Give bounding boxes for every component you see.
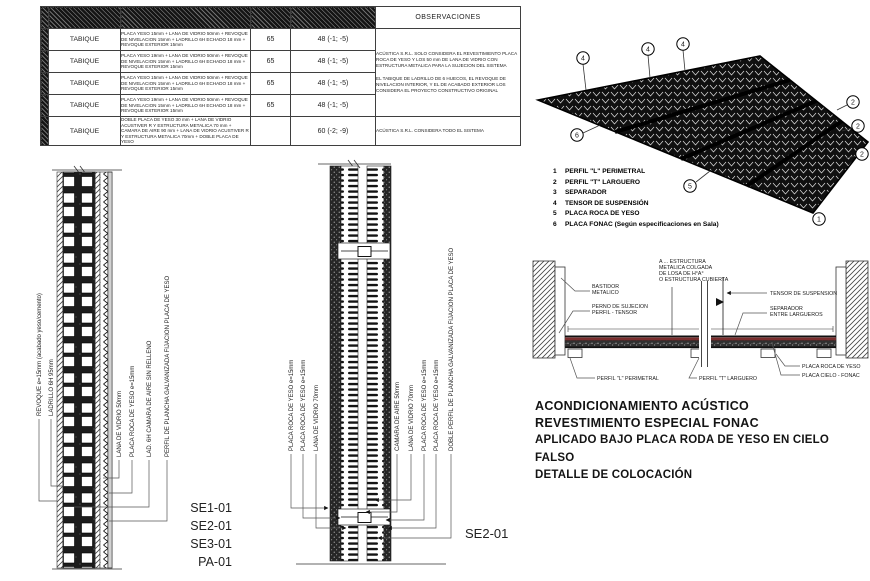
- layer-label: REVOQUE e=15mm (acabado yeso/cemento): [37, 293, 43, 416]
- legend-number: 6: [553, 220, 557, 228]
- callout-6: [571, 129, 583, 141]
- bastidor-label: METALICO: [592, 290, 619, 296]
- title-line: ACONDICIONAMIENTO ACÚSTICO: [535, 399, 750, 413]
- placa-yeso-layer: [384, 166, 391, 561]
- observacion-paragraph: EL TABIQUE DE LADRILLO DE 6 HUECOS, EL REVOQUE DE NIVELACION INTERIOR, Y EL DE ACABADO EXTERIOR LOS CONSIDERA EL PROYECTO CONSTRUCTIVO ORIGINAL: [376, 76, 506, 93]
- structure-note: A ... ESTRUCTURA: [659, 259, 706, 265]
- legend-label: PERFIL "L" PERIMETRAL: [565, 168, 646, 175]
- layer-label: DOBLE PERFIL DE PLANCHA GALVANIZADA FIJACION PLACA DE YESO: [449, 247, 455, 451]
- title-line: REVESTIMIENTO ESPECIAL FONAC: [535, 416, 759, 430]
- detail-id: SE2-01: [190, 519, 232, 533]
- row-description: DOBLE PLACA DE YESO 30 mm + LANA DE VIDRIO ACUSTIVER R Y ESTRUCTURA METALICA 70 mm + CAMARA DE AIRE 90 mm + LANA DE VIDRIO ACUSTIVER R Y ESTRUCTURA METALICA 70mm + DOBLE PLACA DE YESO: [121, 117, 249, 145]
- row-hatch-cell: [41, 73, 49, 95]
- ceiling-section-detail: [513, 247, 870, 395]
- row-type: TABIQUE: [49, 29, 121, 51]
- stud-connector: [338, 243, 390, 259]
- wall-detail-2: [278, 156, 478, 580]
- row-rw-value: 48 (-1; -5): [291, 29, 376, 51]
- callout-4: [577, 52, 589, 64]
- svg-text:2: 2: [851, 99, 855, 107]
- header-hatch-cell: [49, 7, 121, 29]
- header-hatch-cell: [251, 7, 291, 29]
- layer-label: LADRILLO 6H 95mm: [49, 359, 55, 416]
- acoustic-spec-table: [40, 6, 521, 146]
- row-type: TABIQUE: [49, 51, 121, 73]
- row-description: PLACA YESO 15mm + LANA DE VIDRIO 50mm + REVOQUE DE NIVELACION 15mm + LADRILLO 6H ECHADO 18 mm + REVOQUE EXTERIOR 15mm: [121, 29, 251, 51]
- legend-item: [553, 220, 733, 231]
- layer-label: LAD. 6H CAMARA DE AIRE SIN RELLENO: [147, 340, 153, 457]
- table-row: [41, 117, 521, 146]
- ladrillo-layer: [63, 172, 95, 568]
- callout-2: [852, 120, 864, 132]
- structure-note: O ESTRUCTURA CUBIERTA: [659, 277, 729, 283]
- double-wall-layers: [330, 166, 391, 561]
- callout-2: [847, 96, 859, 108]
- legend-label: PLACA FONAC (Según especificaciones en Sala): [565, 220, 719, 228]
- row-type: TABIQUE: [49, 95, 121, 117]
- row-rw-value: 48 (-1; -5): [291, 51, 376, 73]
- layer-label: PLACA ROCA DE YESO e=15mm: [434, 359, 440, 451]
- structure-note: DE LOSA DE H°A°: [659, 271, 704, 277]
- callout-1: [813, 213, 825, 225]
- callout-4: [677, 38, 689, 50]
- layer-label: PLACA ROCA DE YESO e=15mm: [422, 359, 428, 451]
- observacion-paragraph: ACÚSTICA S.R.L. SOLO CONSIDERA EL REVESTIMIENTO PLACA ROCA DE YESO Y LOS 50 mm DE LANA DE VIDRIO CON ESTRUCTURA METALICA PARA LA SUJECION DEL SISTEMA: [376, 51, 517, 69]
- perfil-l-label: PERFIL "L" PERIMETRAL: [597, 376, 659, 382]
- row-type: TABIQUE: [49, 73, 121, 95]
- row-hatch-cell: [41, 117, 49, 146]
- table-header-row: [41, 7, 521, 29]
- layer-label: PLACA ROCA DE YESO e=15mm: [289, 359, 295, 451]
- layer-label: PERFIL DE PLANCHA GALVANIZADA FIJACION PLACA DE YESO: [165, 275, 171, 457]
- row-hatch-cell: [41, 51, 49, 73]
- header-hatch-cell: [291, 7, 376, 29]
- title-line: DETALLE DE COLOCACIÓN: [535, 469, 693, 481]
- legend-number: 1: [553, 168, 557, 175]
- svg-text:2: 2: [860, 151, 864, 159]
- legend-label: SEPARADOR: [565, 189, 607, 197]
- separador-label: SEPARADOR: [770, 306, 803, 312]
- legend-label: TENSOR DE SUSPENSIÓN: [565, 199, 649, 207]
- row-tl-value: 65: [251, 95, 291, 117]
- placa-yeso-layer: [330, 166, 341, 561]
- svg-text:4: 4: [581, 55, 585, 63]
- revoque-layer: [57, 172, 63, 568]
- legend-item: [553, 199, 733, 210]
- bastidor-label: BASTIDOR: [592, 284, 620, 290]
- legend-number: 3: [553, 189, 557, 197]
- svg-text:6: 6: [575, 132, 579, 140]
- row-hatch-cell: [41, 95, 49, 117]
- stud-connector: [338, 509, 390, 525]
- legend-number: 2: [553, 178, 557, 186]
- structure-note: METALICA COLGADA: [659, 265, 713, 271]
- svg-text:4: 4: [646, 46, 650, 54]
- svg-text:5: 5: [688, 183, 692, 191]
- perfil-t-label: PERFIL "T" LARGUERO: [699, 376, 758, 382]
- wall-layers: [57, 172, 112, 568]
- row-description: PLACA YESO 19mm + LANA DE VIDRIO 50mm + REVOQUE DE NIVELACION 15mm + LADRILLO 6H ECHADO 18 mm + REVOQUE EXTERIOR 15mm: [121, 95, 251, 117]
- row-type: TABIQUE: [49, 117, 121, 146]
- svg-text:1: 1: [817, 216, 821, 224]
- detail-id: PA-01: [198, 555, 232, 569]
- detail-id: SE3-01: [190, 537, 232, 551]
- observaciones-header: OBSERVACIONES: [376, 7, 521, 29]
- row-tl-value: [251, 117, 291, 146]
- legend-number: 4: [553, 199, 557, 207]
- separador-label: ENTRE LARGUEROS: [770, 312, 823, 318]
- revoque-layer: [95, 172, 100, 568]
- svg-text:4: 4: [681, 41, 685, 49]
- row-tl-value: 65: [251, 51, 291, 73]
- svg-text:2: 2: [856, 123, 860, 131]
- header-hatch-cell: [41, 7, 49, 29]
- row-rw-value: 60 (-2; -9): [291, 117, 376, 146]
- legend-label: PLACA ROCA DE YESO: [565, 210, 640, 218]
- layer-label: LANA DE VIDRIO 70mm: [409, 384, 415, 451]
- legend-number: 5: [553, 210, 557, 218]
- callout-2: [856, 148, 868, 160]
- legend-label: PERFIL "T" LARGUERO: [565, 178, 641, 186]
- layer-label: LANA DE VIDRIO 70mm: [314, 384, 320, 451]
- layer-label: LANA DE VIDRIO 50mm: [117, 390, 123, 457]
- layer-label: PLACA ROCA DE YESO e=15mm: [301, 359, 307, 451]
- callout-4: [642, 43, 654, 55]
- header-hatch-cell: [121, 7, 251, 29]
- section-labels: [592, 259, 861, 382]
- row-tl-value: 65: [251, 73, 291, 95]
- detail-id-list: [178, 499, 232, 571]
- placa-yeso-label: PLACA ROCA DE YESO: [802, 364, 861, 370]
- perno-label: PERFIL - TENSOR: [592, 310, 638, 316]
- table-row: [41, 29, 521, 51]
- detail-id: SE1-01: [190, 501, 232, 515]
- lana-vidrio-layer: [367, 166, 384, 561]
- row-description: PLACA YESO 15mm + LANA DE VIDRIO 50mm + REVOQUE DE NIVELACION 15mm + LADRILLO 6H ECHADO 18 mm + REVOQUE EXTERIOR 15mm: [121, 73, 251, 95]
- observaciones-cell: [376, 29, 521, 117]
- row-rw-value: 48 (-1; -5): [291, 95, 376, 117]
- lana-vidrio-layer: [100, 172, 108, 568]
- title-line: APLICADO BAJO PLACA RODA DE YESO EN CIELO FALSO: [535, 434, 830, 464]
- placa-cielo-label: PLACA CIELO - FONAC: [802, 373, 860, 379]
- perno-label: PERNO DE SUJECION: [592, 304, 648, 310]
- lana-vidrio-layer: [341, 166, 358, 561]
- tensor-label: TENSOR DE SUSPENSION: [770, 291, 838, 297]
- detail-id: SE2-01: [465, 526, 509, 541]
- row-rw-value: 48 (-1; -5): [291, 73, 376, 95]
- legend-item: [553, 178, 733, 189]
- legend-item: [553, 167, 733, 178]
- row-tl-value: 65: [251, 29, 291, 51]
- observaciones-cell: ACÚSTICA S.R.L. CONSIDERA TODO EL SISTEMA: [376, 117, 521, 146]
- legend-item: [553, 209, 733, 220]
- row-hatch-cell: [41, 29, 49, 51]
- layer-label: CAMARA DE AIRE 50mm: [395, 381, 401, 451]
- drawing-title-block: [535, 398, 870, 485]
- row-description: PLACA YESO 19mm + LANA DE VIDRIO 50mm + REVOQUE DE NIVELACION 15mm + LADRILLO 6H ECHADO 18 mm + REVOQUE EXTERIOR 15mm: [121, 51, 251, 73]
- legend-item: [553, 188, 733, 199]
- component-legend: [553, 167, 733, 231]
- layer-label: PLACA ROCA DE YESO e=15mm: [130, 365, 136, 457]
